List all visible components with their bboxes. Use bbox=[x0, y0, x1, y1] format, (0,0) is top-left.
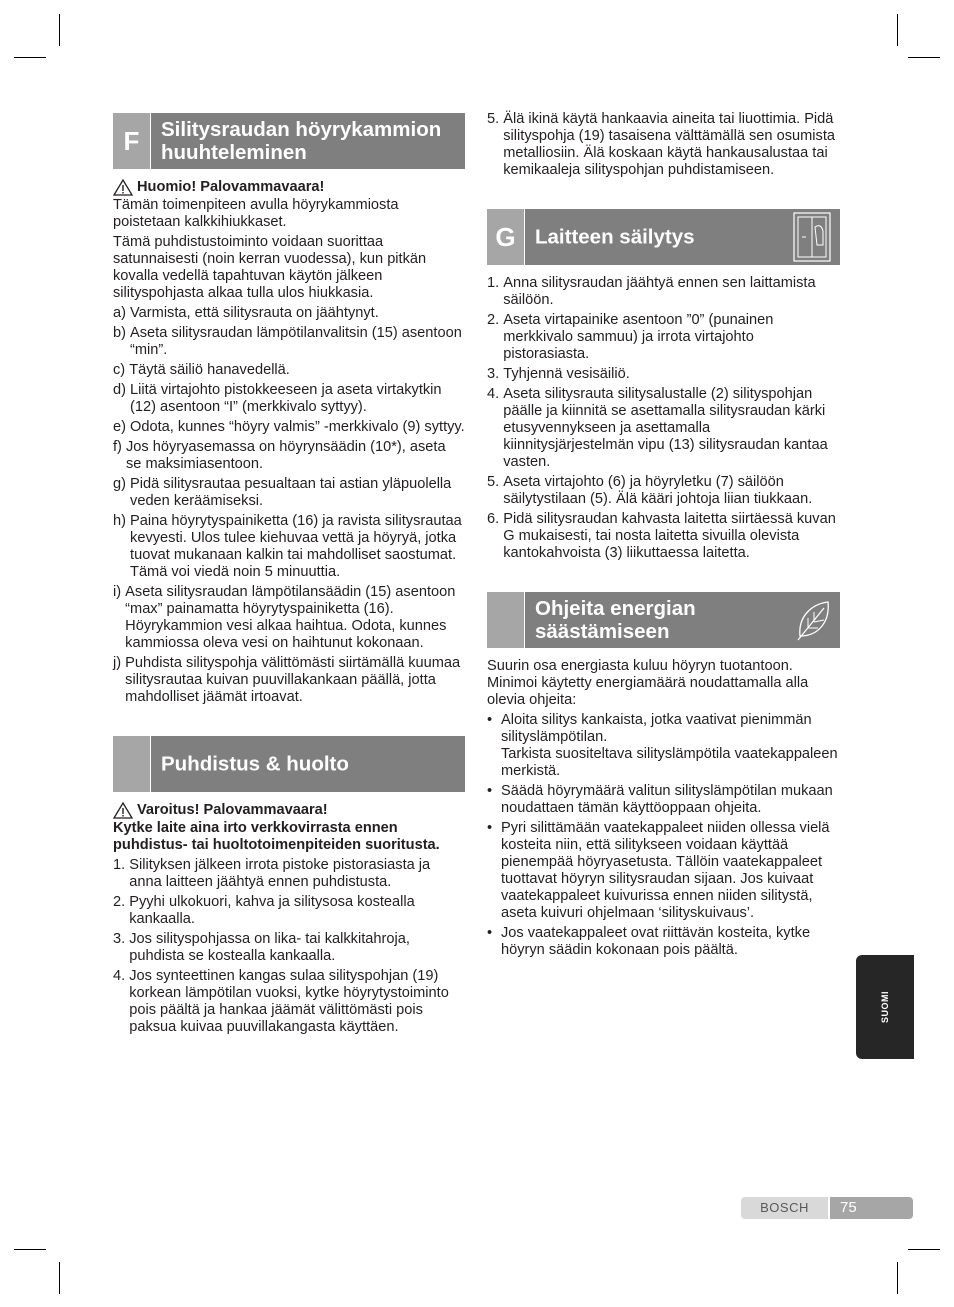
list-item-text: Silityksen jälkeen irrota pistoke pistorasiasta ja anna laitteen jäähtyä ennen puhdistusta. bbox=[129, 857, 431, 890]
section-tab bbox=[113, 736, 150, 792]
list-marker: c) bbox=[113, 362, 130, 378]
bullet-mark: • bbox=[487, 925, 493, 941]
warning-text: Varoitus! Palovammavaara! bbox=[137, 802, 328, 818]
list-item bbox=[113, 419, 465, 436]
list-item-text: Anna silitysraudan jäähtyä ennen sen laittamista säilöön. bbox=[503, 275, 816, 308]
list-item bbox=[487, 783, 840, 817]
list-item bbox=[487, 386, 840, 471]
list-item-text: Aseta silitysrauta silitysalustalle (2) silityspohjan päälle ja kiinnitä se asettamalla silitysraudan kärki etusyvennykseen ja asettamalla kiinnitysjärjestelmän vipu (13) silitysraudan kantaa vasten. bbox=[503, 386, 828, 470]
paragraph: Tämä puhdistustoiminto voidaan suorittaa satunnaisesti (noin kerran vuodessa), kun pitkän kovalla vedellä tapahtuvan käytön jälkeen silityspohjasta alkaa tulla ulos hiukkasia. bbox=[113, 234, 427, 301]
warning-text: Huomio! Palovammavaara! bbox=[137, 179, 325, 195]
crop-mark bbox=[908, 1249, 940, 1250]
bullet-list bbox=[487, 712, 840, 959]
list-item-text: Aseta virtajohto (6) ja höyryletku (7) säilöön säilytystilaan (5). Älä kääri johtoja liian tiukkaan. bbox=[503, 474, 813, 507]
list-item bbox=[487, 111, 840, 179]
burn-warning bbox=[113, 179, 465, 196]
list-marker: e) bbox=[113, 419, 131, 435]
crop-mark bbox=[14, 57, 46, 58]
list-item-text: Aseta virtapainike asentoon ”0” (punainen merkkivalo sammuu) ja irrota virtajohto pistorasiasta. bbox=[503, 312, 774, 362]
list-marker: a) bbox=[113, 305, 131, 321]
list-item bbox=[487, 511, 840, 562]
energy-title: Ohjeita energian säästämiseen bbox=[535, 597, 696, 643]
list-marker: 3. bbox=[113, 931, 130, 947]
list-marker: 3. bbox=[487, 366, 504, 382]
crop-mark bbox=[897, 14, 898, 46]
crop-mark bbox=[59, 14, 60, 46]
page-number: 75 bbox=[830, 1197, 913, 1219]
list-marker: 4. bbox=[113, 968, 130, 984]
section-f-tab: F bbox=[113, 113, 150, 169]
storage-cabinet-icon bbox=[790, 211, 834, 263]
list-item bbox=[113, 362, 465, 379]
list-item-text: Odota, kunnes “höyry valmis” -merkkivalo (9) syttyy. bbox=[130, 419, 465, 435]
list-item-text: Liitä virtajohto pistokkeeseen ja aseta virtakytkin (12) asentoon “I” (merkkivalo syttyy). bbox=[130, 382, 442, 415]
burn-warning bbox=[113, 802, 465, 819]
list-item bbox=[487, 366, 840, 383]
left-column bbox=[113, 113, 465, 1039]
list-item bbox=[487, 820, 840, 922]
list-marker: j) bbox=[113, 655, 126, 671]
step-list bbox=[487, 111, 840, 179]
list-marker: 6. bbox=[487, 511, 504, 527]
list-item bbox=[113, 325, 465, 359]
list-item-text: Varmista, että silitysrauta on jäähtynyt. bbox=[130, 305, 379, 321]
list-item bbox=[487, 474, 840, 508]
brand-label: BOSCH bbox=[741, 1197, 828, 1219]
bullet-text: Pyri silittämään vaatekappaleet niiden ollessa vielä kosteita niin, että silitykseen voidaan käyttää pienempää höyryasetusta. Tällöin vaatekappaleet tuottavat höyryn silitysraudan sijaan. Jos kuivaat vaatekappaleet kuivurissa ennen niiden silitystä, aseta kuivuri ohjelmaan ‘silityskuivaus’. bbox=[501, 820, 830, 921]
warning-triangle-icon bbox=[113, 179, 133, 196]
crop-mark bbox=[14, 1249, 46, 1250]
list-item-text: Pidä silitysraudan kahvasta laitetta siirtäessä kuvan G mukaisesti, tai nosta laitetta sivuilla olevista kantokahvoista (3) liikuttaessa laitetta. bbox=[503, 511, 836, 561]
section-tab bbox=[487, 592, 524, 648]
list-item bbox=[113, 584, 465, 652]
crop-mark bbox=[908, 57, 940, 58]
step-list bbox=[487, 275, 840, 562]
list-item-text: Jos synteettinen kangas sulaa silityspohjan (19) korkean lämpötilan vuoksi, kytke höyrytystoiminto pois päältä ja hankaa jäämät välittömästi pois paksua kuivaa puuvillakangasta käyttäen. bbox=[129, 968, 449, 1035]
list-item-text: Älä ikinä käytä hankaavia aineita tai liuottimia. Pidä silityspohja (19) tasaisena välttämällä sen osumista metalliosiin. Älä koskaan käytä hankausalustaa tai kemikaaleja silityspohjan puhdistamiseen. bbox=[503, 111, 835, 178]
crop-mark bbox=[59, 1262, 60, 1294]
list-item-text: Tyhjennä vesisäiliö. bbox=[503, 366, 630, 382]
list-item bbox=[113, 894, 465, 928]
list-marker: 5. bbox=[487, 474, 504, 490]
list-item bbox=[487, 275, 840, 309]
list-item-text: Aseta silitysraudan lämpötilanvalitsin (15) asentoon “min”. bbox=[130, 325, 462, 358]
section-g-tab: G bbox=[487, 209, 524, 265]
section-f-title: Silitysraudan höyrykammion huuhteleminen bbox=[161, 118, 442, 164]
step-list bbox=[113, 857, 465, 1036]
list-item-text: Täytä säiliö hanavedellä. bbox=[129, 362, 290, 378]
bullet-mark: • bbox=[487, 712, 493, 728]
list-marker: 2. bbox=[487, 312, 504, 328]
language-label: SUOMI bbox=[880, 990, 890, 1024]
list-item bbox=[113, 968, 465, 1036]
list-item bbox=[487, 312, 840, 363]
list-item bbox=[113, 931, 465, 965]
section-f-header bbox=[113, 113, 465, 169]
language-tab bbox=[856, 955, 914, 1059]
list-item bbox=[113, 857, 465, 891]
list-marker: 1. bbox=[487, 275, 504, 291]
cleaning-title: Puhdistus & huolto bbox=[161, 752, 349, 776]
list-marker: 4. bbox=[487, 386, 504, 402]
list-item-text: Pidä silitysrautaa pesualtaan tai astian yläpuolella veden keräämiseksi. bbox=[130, 476, 452, 509]
step-list bbox=[113, 305, 465, 706]
bullet-text: Aloita silitys kankaista, jotka vaativat pienimmän silityslämpötilan. bbox=[501, 712, 812, 745]
list-item bbox=[487, 925, 840, 959]
list-item bbox=[113, 439, 465, 473]
list-item bbox=[487, 712, 840, 780]
list-marker: 2. bbox=[113, 894, 130, 910]
list-marker: i) bbox=[113, 584, 126, 600]
list-marker: d) bbox=[113, 382, 131, 398]
list-marker: f) bbox=[113, 439, 126, 455]
cleaning-header bbox=[113, 736, 465, 792]
bullet-text: Jos vaatekappaleet ovat riittävän kosteita, kytke höyryn säädin kokonaan pois päältä. bbox=[501, 925, 811, 958]
warning-triangle-icon bbox=[113, 802, 133, 819]
bullet-mark: • bbox=[487, 820, 493, 836]
list-marker: 1. bbox=[113, 857, 130, 873]
list-item bbox=[113, 513, 465, 581]
list-item-text: Pyyhi ulkokuori, kahva ja silitysosa kostealla kankaalla. bbox=[129, 894, 415, 927]
crop-mark bbox=[897, 1262, 898, 1294]
section-g-header bbox=[487, 209, 840, 265]
list-marker: g) bbox=[113, 476, 131, 492]
section-g-title: Laitteen säilytys bbox=[535, 225, 695, 249]
leaf-icon bbox=[794, 598, 834, 642]
energy-header bbox=[487, 592, 840, 648]
list-item-text bbox=[501, 712, 840, 780]
list-item bbox=[113, 382, 465, 416]
list-item-text: Jos höyryasemassa on höyrynsäädin (10*), aseta se maksimiasentoon. bbox=[125, 439, 446, 472]
list-item bbox=[113, 305, 465, 322]
list-item-text: Puhdista silityspohja välittömästi siirtämällä kuumaa silitysrautaa kuivan puuvillakankaan päällä, jotta mahdolliset jäämät irtoavat. bbox=[125, 655, 461, 705]
list-item-text: Jos silityspohjassa on lika- tai kalkkitahroja, puhdista se kostealla kankaalla. bbox=[129, 931, 410, 964]
list-marker: 5. bbox=[487, 111, 504, 127]
bold-note: Kytke laite aina irto verkkovirrasta ennen puhdistus- tai huoltotoimenpiteiden suoritusta. bbox=[113, 820, 440, 853]
bullet-mark: • bbox=[487, 783, 493, 799]
list-item bbox=[113, 655, 465, 706]
paragraph: Suurin osa energiasta kuluu höyryn tuotantoon. Minimoi käytetty energiamäärä noudattamalla alla olevia ohjeita: bbox=[487, 658, 809, 708]
list-marker: b) bbox=[113, 325, 131, 341]
list-item-text: Paina höyrytyspainiketta (16) ja ravista silitysrautaa kevyesti. Ulos tulee kiehuvaa vettä ja höyryä, jotka tuovat mukanaan kalkin tai mahdolliset saostumat. Tämä voi viedä noin 5 minuuttia. bbox=[130, 513, 462, 580]
list-marker: h) bbox=[113, 513, 131, 529]
list-item-text: Aseta silitysraudan lämpötilansäädin (15) asentoon “max” painamatta höyrytyspainiketta (16). Höyrykammion vesi alkaa haihtua. Odota, kunnes kammiossa oleva vesi on haihtunut kokonaan. bbox=[125, 584, 456, 651]
bullet-text: Säädä höyrymäärä valitun silityslämpötilan mukaan noudattaen tämän käyttöoppaan ohjeita. bbox=[501, 783, 833, 816]
list-item bbox=[113, 476, 465, 510]
bullet-extra: Tarkista suositeltava silityslämpötila vaatekappaleen merkistä. bbox=[501, 746, 838, 779]
right-column bbox=[487, 111, 840, 962]
paragraph: Tämän toimenpiteen avulla höyrykammiosta poistetaan kalkkihiukkaset. bbox=[113, 197, 399, 230]
